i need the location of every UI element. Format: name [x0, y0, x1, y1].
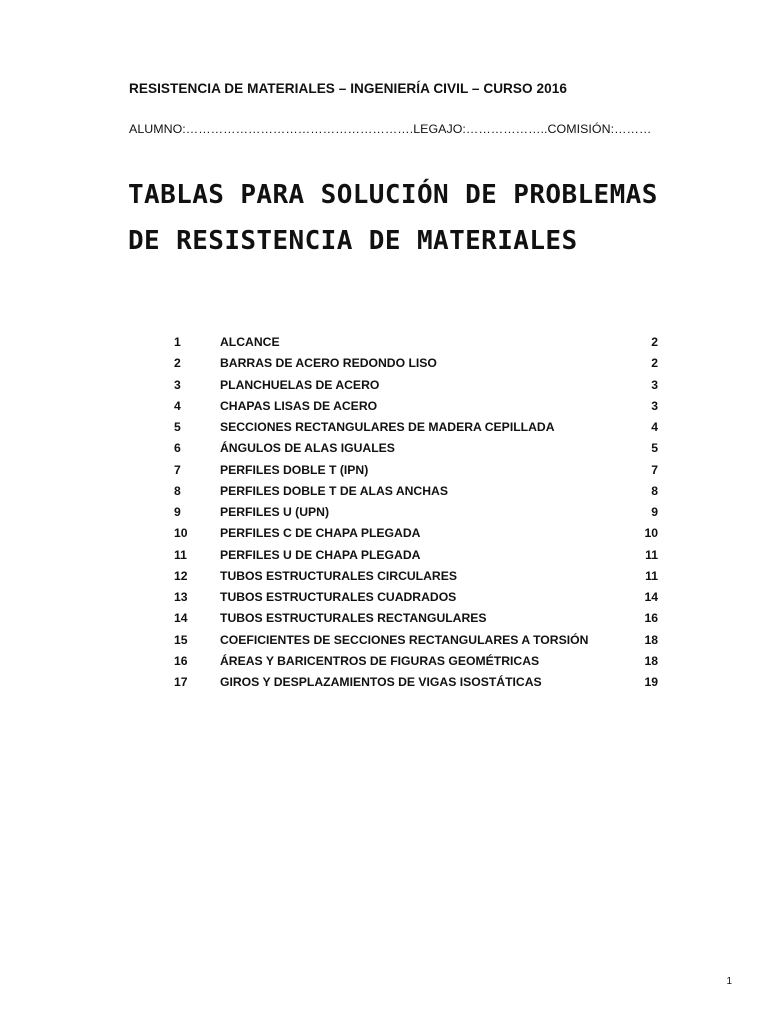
toc-entry-title: TUBOS ESTRUCTURALES RECTANGULARES [220, 611, 487, 626]
table-of-contents [174, 334, 660, 695]
toc-entry [174, 610, 660, 631]
toc-entry-number: 6 [174, 441, 181, 456]
toc-entry-page: 2 [651, 356, 658, 371]
toc-entry-page: 19 [644, 675, 658, 689]
toc-entry-title: GIROS Y DESPLAZAMIENTOS DE VIGAS ISOSTÁTICAS [220, 675, 542, 689]
toc-entry-title: PERFILES C DE CHAPA PLEGADA [220, 526, 421, 541]
toc-entry [174, 589, 660, 610]
page-number: 1 [726, 976, 732, 987]
toc-entry [174, 653, 660, 674]
toc-entry-number: 8 [174, 483, 181, 498]
toc-entry-number: 15 [174, 632, 188, 647]
toc-entry-title: PERFILES U DE CHAPA PLEGADA [220, 547, 421, 562]
toc-entry-page: 8 [651, 483, 658, 498]
toc-entry-number: 5 [174, 420, 181, 434]
toc-entry-number: 14 [174, 611, 188, 626]
toc-entry-title: PLANCHUELAS DE ACERO [220, 377, 380, 392]
toc-entry-number: 1 [174, 335, 181, 349]
toc-entry-title: COEFICIENTES DE SECCIONES RECTANGULARES A TORSIÓN [220, 632, 589, 647]
toc-entry-page: 11 [645, 568, 658, 583]
toc-entry-page: 18 [644, 653, 658, 668]
toc-entry-title: ÁREAS Y BARICENTROS DE FIGURAS GEOMÉTRICAS [220, 653, 540, 668]
toc-entry [174, 483, 660, 504]
toc-entry-page: 11 [645, 547, 658, 562]
toc-entry-title: TUBOS ESTRUCTURALES CIRCULARES [220, 568, 457, 583]
toc-entry-title: ALCANCE [220, 335, 280, 349]
toc-entry [174, 674, 660, 695]
toc-entry [174, 419, 660, 440]
toc-entry-number: 13 [174, 590, 188, 604]
toc-entry [174, 440, 660, 461]
toc-entry-number: 12 [174, 568, 188, 583]
toc-entry [174, 398, 660, 419]
toc-entry-number: 11 [174, 547, 187, 562]
student-info-line: ALUMNO:……………………………………………….LEGAJO:………………..COMISIÓN:……… [129, 122, 652, 136]
toc-entry [174, 377, 660, 398]
toc-entry [174, 334, 660, 355]
toc-entry [174, 462, 660, 483]
toc-entry-page: 3 [651, 398, 658, 413]
toc-entry-page: 18 [644, 632, 658, 647]
toc-entry-number: 17 [174, 675, 188, 689]
toc-entry [174, 525, 660, 546]
toc-entry-page: 5 [651, 441, 658, 456]
toc-entry-title: PERFILES U (UPN) [220, 505, 330, 519]
toc-entry-title: SECCIONES RECTANGULARES DE MADERA CEPILLADA [220, 420, 555, 434]
toc-entry [174, 547, 660, 568]
toc-entry [174, 568, 660, 589]
toc-entry-page: 10 [644, 526, 658, 541]
toc-entry-number: 9 [174, 505, 181, 519]
toc-entry [174, 504, 660, 525]
toc-entry-page: 2 [651, 335, 658, 349]
toc-entry-title: PERFILES DOBLE T (IPN) [220, 462, 369, 477]
toc-entry-title: CHAPAS LISAS DE ACERO [220, 398, 378, 413]
toc-entry-number: 7 [174, 462, 181, 477]
toc-entry-title: BARRAS DE ACERO REDONDO LISO [220, 356, 437, 371]
toc-entry-number: 3 [174, 377, 181, 392]
toc-entry-title: TUBOS ESTRUCTURALES CUADRADOS [220, 590, 457, 604]
document-title-line-2: DE RESISTENCIA DE MATERIALES [128, 226, 578, 256]
toc-entry-number: 2 [174, 356, 181, 371]
toc-entry-number: 10 [174, 526, 188, 541]
toc-entry-number: 4 [174, 398, 181, 413]
toc-entry [174, 355, 660, 376]
toc-entry-page: 14 [644, 590, 658, 604]
toc-entry-page: 4 [651, 420, 658, 434]
course-header: RESISTENCIA DE MATERIALES – INGENIERÍA CIVIL – CURSO 2016 [129, 81, 567, 96]
toc-entry-title: ÁNGULOS DE ALAS IGUALES [220, 441, 395, 456]
toc-entry-page: 7 [651, 462, 658, 477]
toc-entry-page: 3 [651, 377, 658, 392]
toc-entry-page: 16 [644, 611, 658, 626]
document-title-line-1: TABLAS PARA SOLUCIÓN DE PROBLEMAS [128, 180, 658, 210]
toc-entry-page: 9 [651, 505, 658, 519]
toc-entry [174, 632, 660, 653]
toc-entry-title: PERFILES DOBLE T DE ALAS ANCHAS [220, 483, 448, 498]
toc-entry-number: 16 [174, 653, 188, 668]
